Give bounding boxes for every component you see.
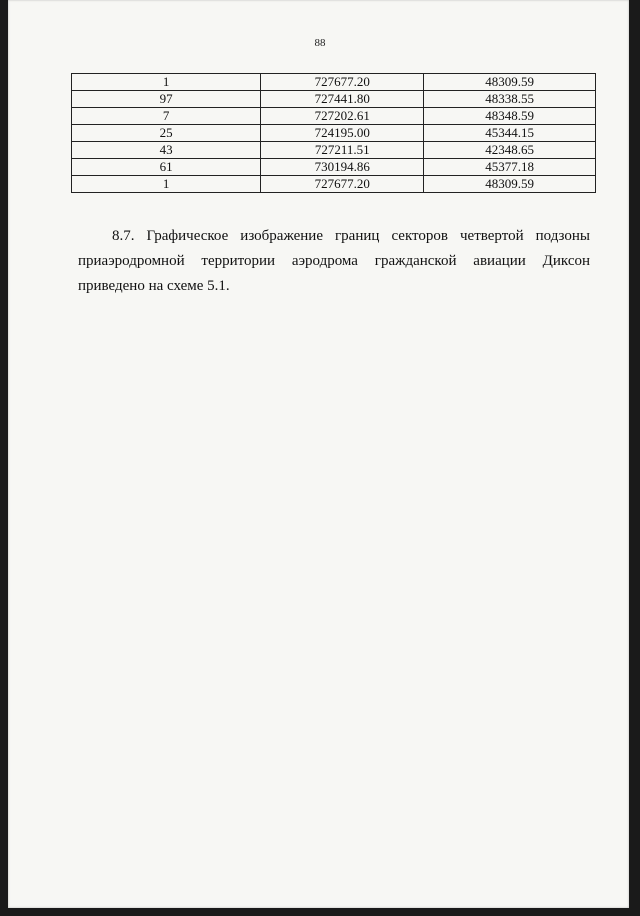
body-paragraph: 8.7. Графическое изображение границ секторов четвертой подзоны приаэродромной территории аэродрома гражданской авиации Диксон приведено на схеме 5.1.	[78, 228, 590, 294]
y-coordinate-cell: 45377.18	[424, 159, 596, 176]
table-row	[72, 176, 596, 193]
coordinates-table-body	[72, 74, 596, 193]
table-row	[72, 125, 596, 142]
y-coordinate-cell: 48348.59	[424, 108, 596, 125]
y-coordinate-cell: 48309.59	[424, 176, 596, 193]
x-coordinate-cell: 727441.80	[261, 91, 424, 108]
y-coordinate-cell: 42348.65	[424, 142, 596, 159]
table-row	[72, 159, 596, 176]
y-coordinate-cell: 45344.15	[424, 125, 596, 142]
table-row	[72, 74, 596, 91]
x-coordinate-cell: 727677.20	[261, 176, 424, 193]
y-coordinate-cell: 48309.59	[424, 74, 596, 91]
point-number-cell: 7	[72, 108, 261, 125]
point-number-cell: 61	[72, 159, 261, 176]
point-number-cell: 1	[72, 74, 261, 91]
point-number-cell: 1	[72, 176, 261, 193]
coordinates-table	[71, 73, 596, 193]
table-row	[72, 142, 596, 159]
x-coordinate-cell: 730194.86	[261, 159, 424, 176]
x-coordinate-cell: 727202.61	[261, 108, 424, 125]
point-number-cell: 97	[72, 91, 261, 108]
table-row	[72, 91, 596, 108]
y-coordinate-cell: 48338.55	[424, 91, 596, 108]
x-coordinate-cell: 724195.00	[261, 125, 424, 142]
point-number-cell: 25	[72, 125, 261, 142]
table-row	[72, 108, 596, 125]
x-coordinate-cell: 727211.51	[261, 142, 424, 159]
point-number-cell: 43	[72, 142, 261, 159]
x-coordinate-cell: 727677.20	[261, 74, 424, 91]
page-number: 88	[314, 37, 326, 49]
